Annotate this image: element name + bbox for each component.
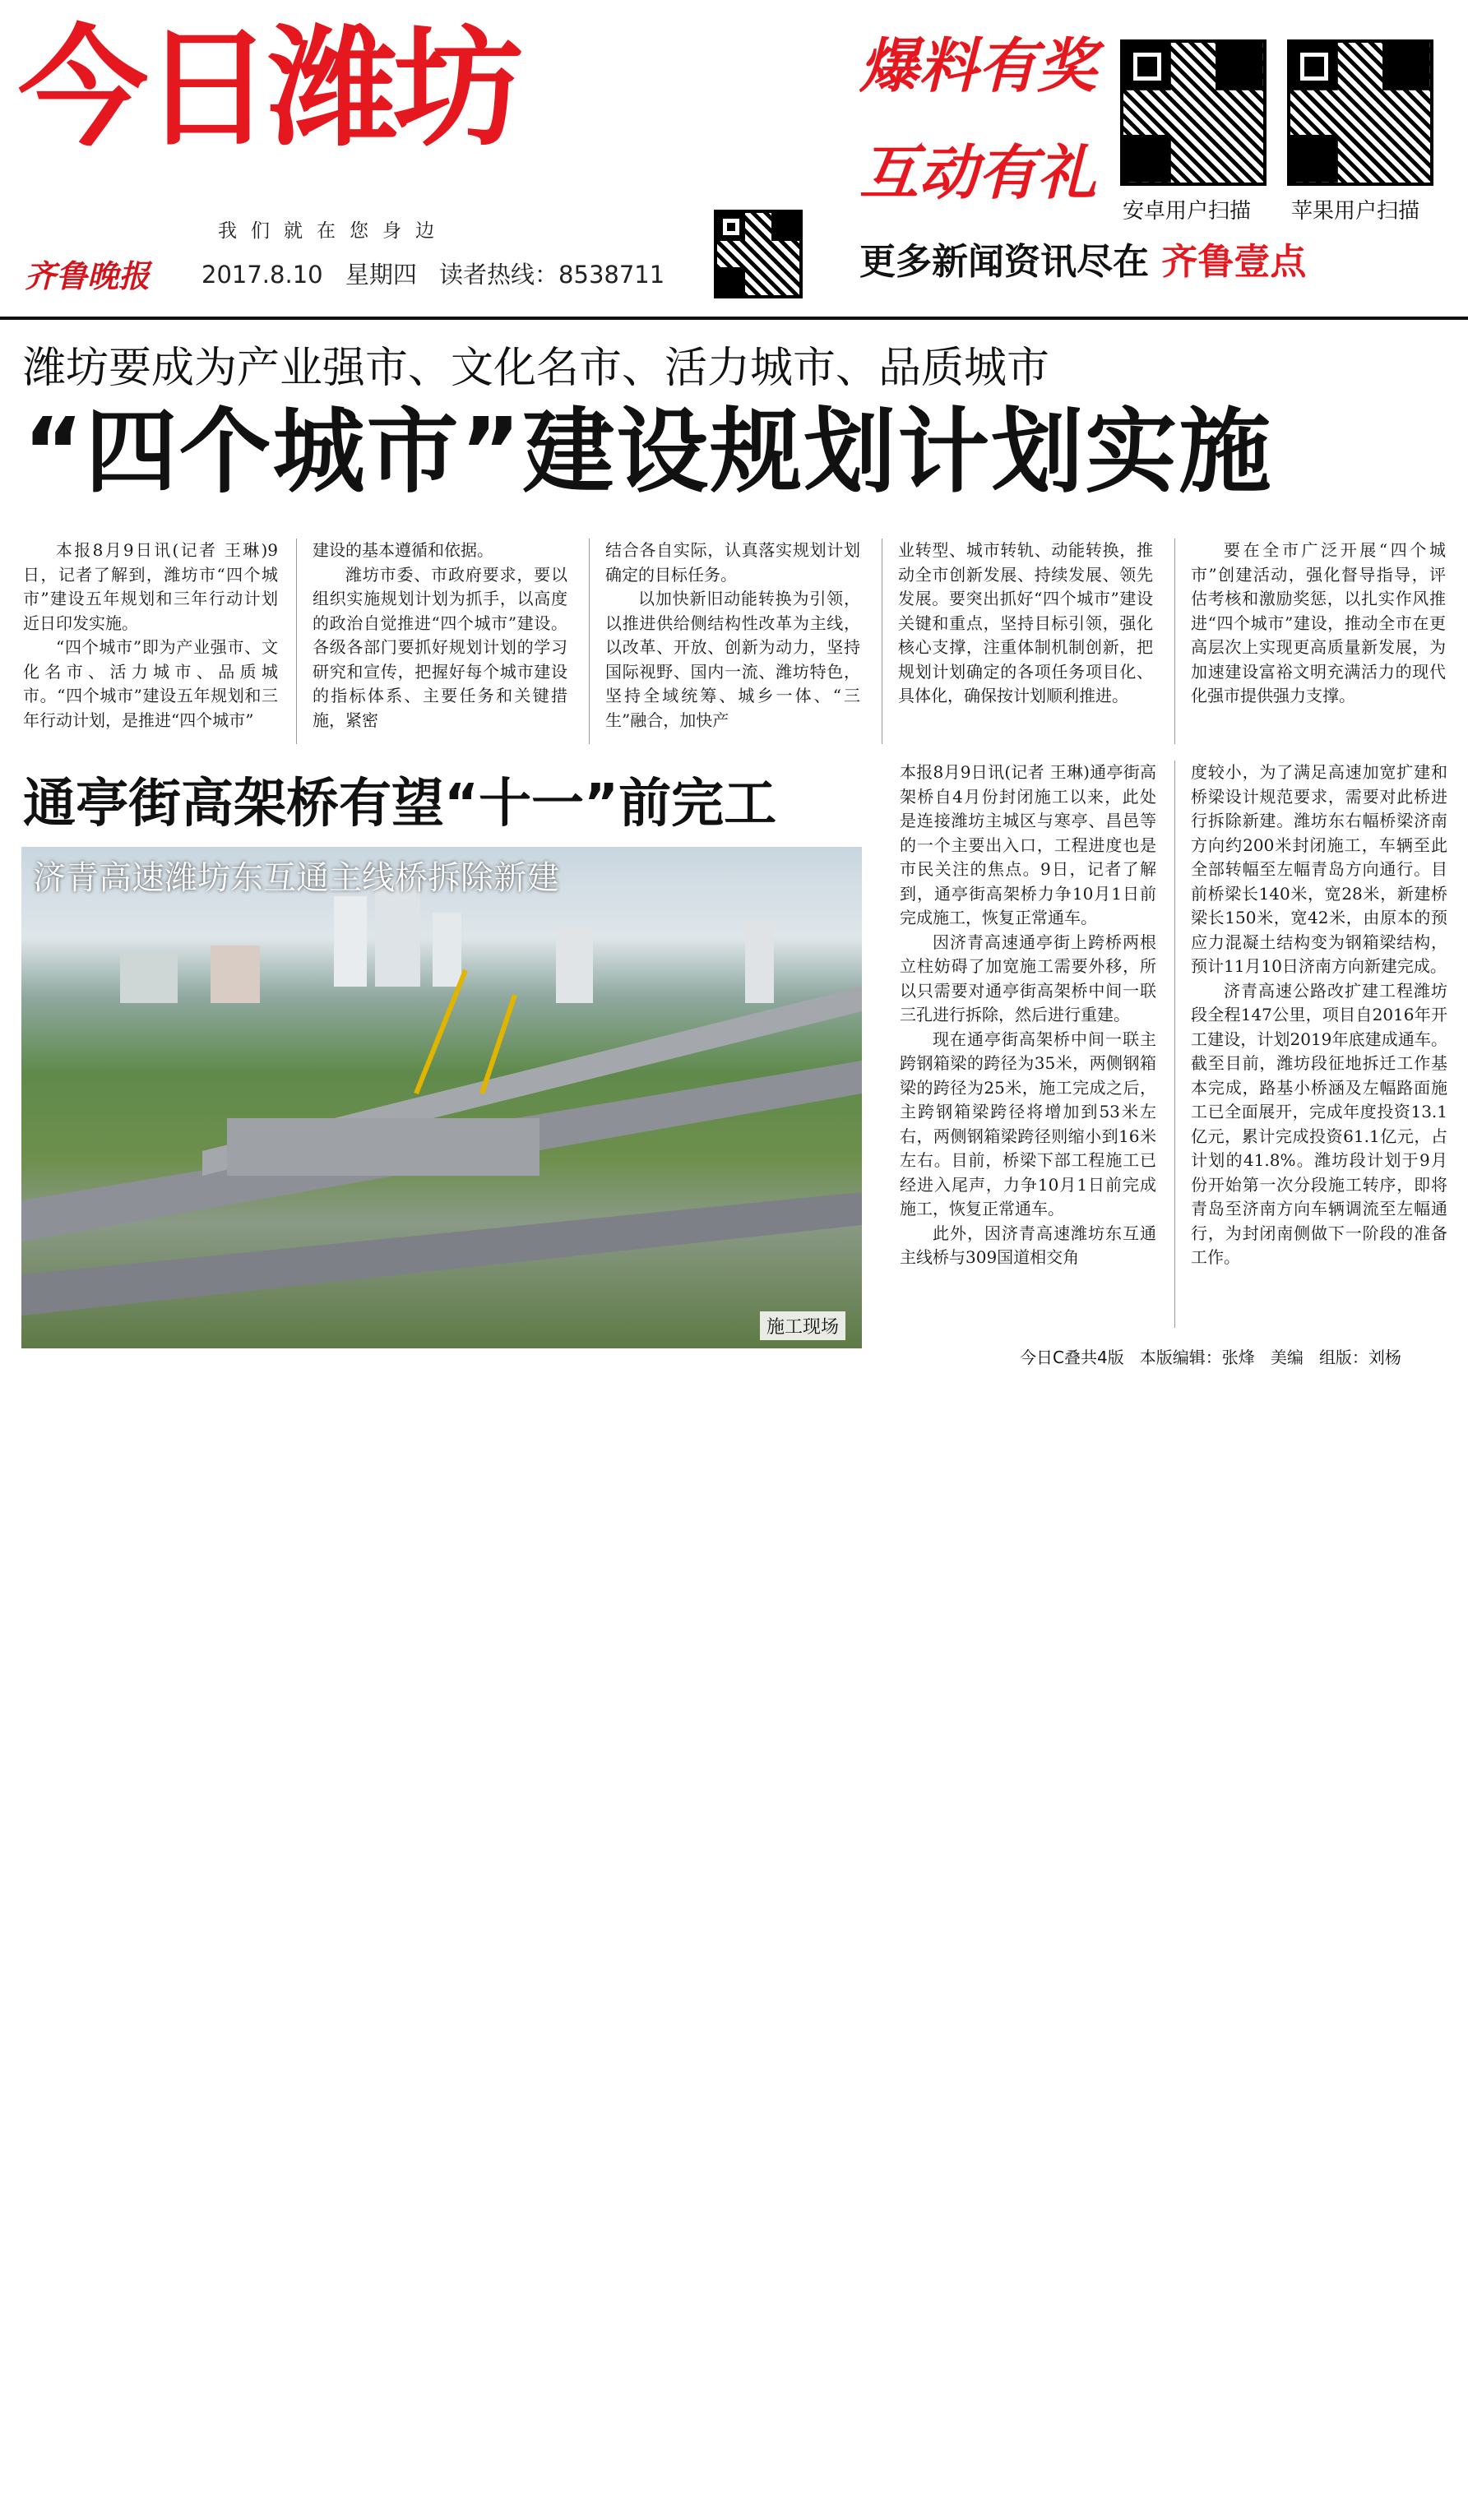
article1-column-1 xyxy=(23,539,278,752)
article1-column-3 xyxy=(605,539,860,752)
paragraph: 现在通亭街高架桥中间一联主跨钢箱梁的跨径为35米，两侧钢箱梁的跨径为25米，施工完成之后，主跨钢箱梁跨径将增加到53米左右，两侧钢箱梁跨径则缩小到16米左右。目前，桥梁下部工程施工已经进入尾声，力争10月1日前完成施工，恢复正常通车。 xyxy=(900,1029,1156,1218)
android-qr-caption: 安卓用户扫描 xyxy=(1123,199,1252,224)
edition-info: 今日C叠共4版 xyxy=(1020,1348,1124,1367)
article1-column-4 xyxy=(898,539,1153,752)
brand-logo: 齐鲁晚报 xyxy=(25,257,151,294)
construction-photo xyxy=(21,847,862,1348)
article2-headline: 通亭街高架桥有望“十一”前完工 xyxy=(23,774,777,835)
column-divider xyxy=(1174,761,1175,1328)
reader-hotline: 读者热线：8538711 xyxy=(439,261,665,289)
paragraph: 要在全市广泛开展“四个城市”创建活动，强化督导指导，评估考核和激励奖惩，以扎实作风推进“四个城市”建设，推动全市在更高层次上实现更高质量新发展，为加速建设富裕文明充满活力的现代化强市提供强力支撑。 xyxy=(1191,540,1446,705)
page-footer xyxy=(1020,1344,1401,1368)
editor-info: 本版编辑：张烽 xyxy=(1139,1348,1255,1367)
paragraph: 济青高速公路改扩建工程潍坊段全程147公里，项目自2016年开工建设，计划2019年底建成通车。截至目前，潍坊段征地拆迁工作基本完成，路基小桥涵及左幅路面施工已全面展开，完成年度投资13.1亿元，累计完成投资61.1亿元，占计划的41.8%。潍坊段计划于9月份开始第一次分段施工转序，即将青岛至济南方向车辆调流至左幅通行，为封闭南侧做下一阶段的准备工作。 xyxy=(1191,980,1447,1267)
photo-subtitle: 济青高速潍坊东互通主线桥拆除新建 xyxy=(33,859,559,897)
promo-line-2: 互动有礼 xyxy=(859,138,1097,207)
issue-date: 2017.8.10 xyxy=(201,261,323,289)
article1-kicker: 潍坊要成为产业强市、文化名市、活力城市、品质城市 xyxy=(23,344,1050,393)
article2-column-2 xyxy=(1191,761,1447,1336)
promo-line-1: 爆料有奖 xyxy=(859,31,1097,100)
paragraph: 结合各自实际，认真落实规划计划确定的目标任务。 xyxy=(605,540,860,585)
apple-qr-code-icon[interactable] xyxy=(1287,39,1433,186)
article2-column-1 xyxy=(900,761,1156,1336)
column-divider xyxy=(296,539,297,744)
construction-scene-image xyxy=(21,847,862,1348)
paragraph: 本报8月9日讯(记者 王琳)通亭街高架桥自4月份封闭施工以来，此处是连接潍坊主城区与寒亭、昌邑等的一个主要出入口，工程进度也是市民关注的焦点。9日，记者了解到，通亭街高架桥力争10月1日前完成施工，恢复正常通车。 xyxy=(900,762,1156,927)
column-divider xyxy=(589,539,590,744)
article1-column-5 xyxy=(1191,539,1446,752)
column-divider xyxy=(1174,539,1175,744)
layout-info: 组版：刘杨 xyxy=(1318,1348,1401,1367)
paragraph: 建设的基本遵循和依据。 xyxy=(313,540,493,560)
tagline-text: 更多新闻资讯尽在 xyxy=(859,241,1149,283)
qr-code-icon[interactable] xyxy=(714,210,803,298)
article1-column-2 xyxy=(313,539,567,752)
paragraph: 本报8月9日讯(记者 王琳)9日，记者了解到，潍坊市“四个城市”建设五年规划和三年行动计划近日印发实施。 xyxy=(23,540,278,633)
paragraph: 业转型、城市转轨、动能转换，推动全市创新发展、持续发展、领先发展。要突出抓好“四个城市”建设关键和重点，坚持目标引领，强化核心支撑，注重体制机制创新，把规划计划确定的各项任务项目化、具体化，确保按计划顺利推进。 xyxy=(898,540,1153,705)
photo-caption: 施工现场 xyxy=(760,1311,845,1340)
paragraph: 以加快新旧动能转换为引领，以推进供给侧结构性改革为主线，以改革、开放、创新为动力，坚持国际视野、国内一流、潍坊特色，坚持全域统筹、城乡一体、“三生”融合，加快产 xyxy=(605,589,860,730)
issue-weekday: 星期四 xyxy=(345,261,417,289)
promo-tagline xyxy=(859,232,1306,284)
paragraph: “四个城市”即为产业强市、文化名市、活力城市、品质城市。“四个城市”建设五年规划和三年行动计划，是推进“四个城市” xyxy=(23,637,278,730)
article1-headline: “四个城市”建设规划计划实施 xyxy=(23,399,1273,506)
paragraph: 因济青高速通亭街上跨桥两根立柱妨碍了加宽施工需要外移，所以只需要对通亭街高架桥中间一联三孔进行拆除，然后进行重建。 xyxy=(900,932,1156,1024)
paragraph: 潍坊市委、市政府要求，要以组织实施规划计划为抓手，以高度的政治自觉推进“四个城市”建设。各级各部门要抓好规划计划的学习研究和宣传，把握好每个城市建设的指标体系、主要任务和关键措施，紧密 xyxy=(313,564,567,730)
masthead-slogan: 我们就在您身边 xyxy=(218,220,448,242)
date-line xyxy=(201,257,679,290)
masthead-title: 今日潍坊 xyxy=(18,13,518,164)
paragraph: 度较小，为了满足高速加宽扩建和桥梁设计规范要求，需要对此桥进行拆除新建。潍坊东右幅桥梁济南方向约200米封闭施工，车辆至此全部转幅至左幅青岛方向通行。目前桥梁长140米，宽28米，新建桥梁长150米，宽42米，由原本的预应力混凝土结构变为钢箱梁结构，预计11月10日济南方向新建完成。 xyxy=(1191,762,1447,976)
android-qr-code-icon[interactable] xyxy=(1120,39,1267,186)
designer-info: 美编 xyxy=(1270,1348,1304,1367)
tagline-brand: 齐鲁壹点 xyxy=(1161,241,1307,283)
masthead-rule xyxy=(0,317,1468,320)
apple-qr-caption: 苹果用户扫描 xyxy=(1291,199,1420,224)
paragraph: 此外，因济青高速潍坊东互通主线桥与309国道相交角 xyxy=(900,1223,1156,1267)
